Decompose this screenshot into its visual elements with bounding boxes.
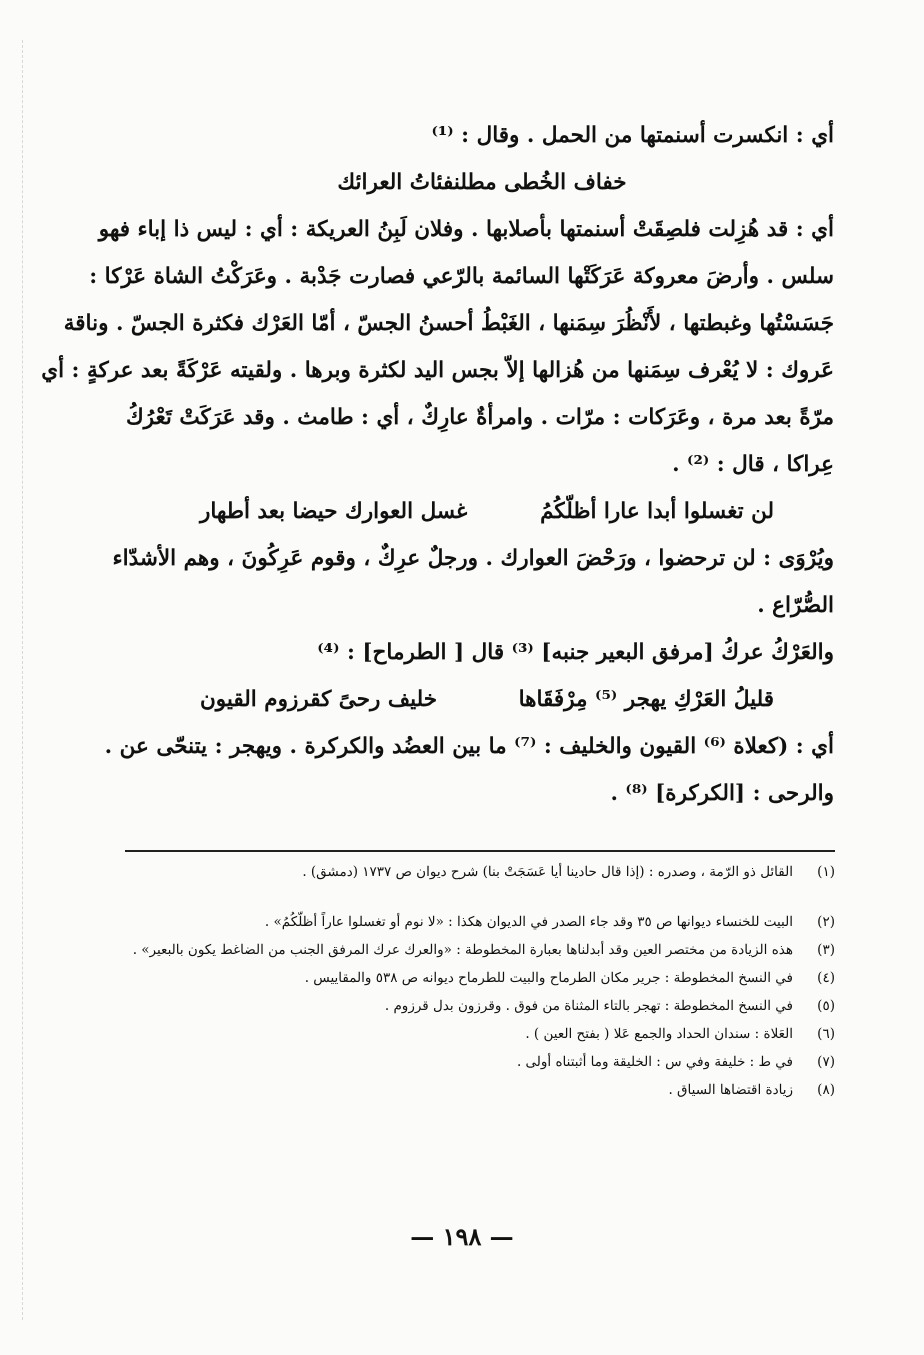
verse-second-hemistich: خليف رحىً كقرزوم القيون <box>200 687 438 712</box>
footnote-text: العَلاة : سندان الحداد والجمع عَلا ( بفتح العين ) . <box>525 1026 793 1042</box>
footnote-number: (١) <box>817 864 835 880</box>
footnote-text: زيادة اقتضاها السياق . <box>668 1082 793 1098</box>
footnote-text: هذه الزيادة من مختصر العين وقد أبدلناها بعبارة المخطوطة : «والعرك عرك المرفق الجنب من الضاغط يكون بالبعير» . <box>132 942 793 958</box>
text-line: جَسَسْتُها وغبطتها ، لأَنْظُرَ سِمَنها ، الغَبْطُ أحسنُ الجسّ ، أمّا العَرْك فكثرة الجسّ . وناقة <box>63 311 834 336</box>
text-line: أي : قد هُزِلت فلصِقَتْ أسنمتها بأصلابها . وفلان لَبِنُ العريكة : أي : ليس ذا إباء فهو <box>98 217 834 242</box>
footnote-text: في النسخ المخطوطة : تهجر بالتاء المثناة من فوق . وقرزون بدل قرزوم . <box>384 998 793 1014</box>
footnote <box>125 858 835 886</box>
text-line: مرّةً بعد مرة ، وعَرَكات : مرّات . وامرأةٌ عارِكٌ ، أي : طامث . وقد عَرَكَتْ تَعْرُكُ <box>125 405 834 430</box>
text-line: والعَرْكُ عركُ [مرفق البعير جنبه] ⁽³⁾ قال [ الطرماح] : ⁽⁴⁾ <box>317 640 834 665</box>
footnote-number: (٧) <box>817 1054 835 1070</box>
footnote-number: (٤) <box>817 970 835 986</box>
verse-line <box>130 676 834 723</box>
footnote-number: (٦) <box>817 1026 835 1042</box>
footnote <box>125 936 835 964</box>
text-line: سلس . وأرضَ معروكة عَرَكَتْها السائمة بالرّعي فصارت جَدْبة . وعَرَكْتُ الشاة عَرْكا : <box>89 264 834 289</box>
footnote <box>125 1048 835 1076</box>
text-line: والرحى : [الكركرة] ⁽⁸⁾ . <box>610 781 834 806</box>
footnote <box>125 1020 835 1048</box>
verse-line <box>130 488 834 535</box>
footnote-number: (٥) <box>817 998 835 1014</box>
footnote-text: في ط : خليفة وفي س : الخليقة وما أثبتناه أولى . <box>516 1054 793 1070</box>
verse-first-hemistich: لن تغسلوا أبدا عارا أظلّكُمُ <box>540 499 774 524</box>
footnote <box>125 964 835 992</box>
footnote-text: البيت للخنساء ديوانها ص ٣٥ وقد جاء الصدر في الديوان هكذا : «لا نوم أو تغسلوا عاراً أظلّكُمُ» . <box>264 914 793 930</box>
verse-first-hemistich: قليلُ العَرْكِ يهجر ⁽⁵⁾ مِرْفَقَاها <box>518 687 774 712</box>
text-line: عِراكا ، قال : ⁽²⁾ . <box>672 452 834 477</box>
text-line: ويُرْوَى : لن ترحضوا ، ورَحْضَ العوارك . ورجلٌ عرِكٌ ، وقوم عَرِكُونَ ، وهم الأشدّاء <box>112 546 834 571</box>
footnote-number: (٨) <box>817 1082 835 1098</box>
scan-margin <box>22 40 23 1320</box>
text-line: أي : (كعلاة ⁽⁶⁾ القيون والخليف : ⁽⁷⁾ ما بين العضُد والكركرة . ويهجر : يتنحّى عن . <box>104 734 834 759</box>
verse-quote: خفاف الخُطى مطلنفئاتُ العرائك <box>337 170 627 195</box>
footnote-text: القائل ذو الرّمة ، وصدره : (إذا قال حادينا أيا عَسَجَتْ بنا) شرح ديوان ص ١٧٣٧ (دمشق) . <box>302 864 793 880</box>
footnote <box>125 992 835 1020</box>
page-number: — ١٩٨ — <box>410 1222 514 1251</box>
footnote-text: في النسخ المخطوطة : جرير مكان الطرماح والبيت للطرماح ديوانه ص ٥٣٨ والمقاييس . <box>304 970 793 986</box>
text-line: عَروك : لا يُعْرف سِمَنها من هُزالها إلاّ بجس اليد لكثرة وبرها . ولقيته عَرْكَةً بعد عركةٍ : أي <box>41 358 834 383</box>
text-line: الصُّرّاع . <box>757 593 834 618</box>
footnote-number: (٢) <box>817 914 835 930</box>
footnote-divider <box>125 850 835 852</box>
text-line: أي : انكسرت أسنمتها من الحمل . وقال : ⁽¹⁾ <box>431 123 834 148</box>
footnote <box>125 908 835 936</box>
main-text <box>41 112 834 817</box>
footnote-number: (٣) <box>817 942 835 958</box>
footnotes <box>125 858 835 1104</box>
footnote <box>125 1076 835 1104</box>
verse-second-hemistich: غسل العوارك حيضا بعد أطهار <box>200 499 468 524</box>
